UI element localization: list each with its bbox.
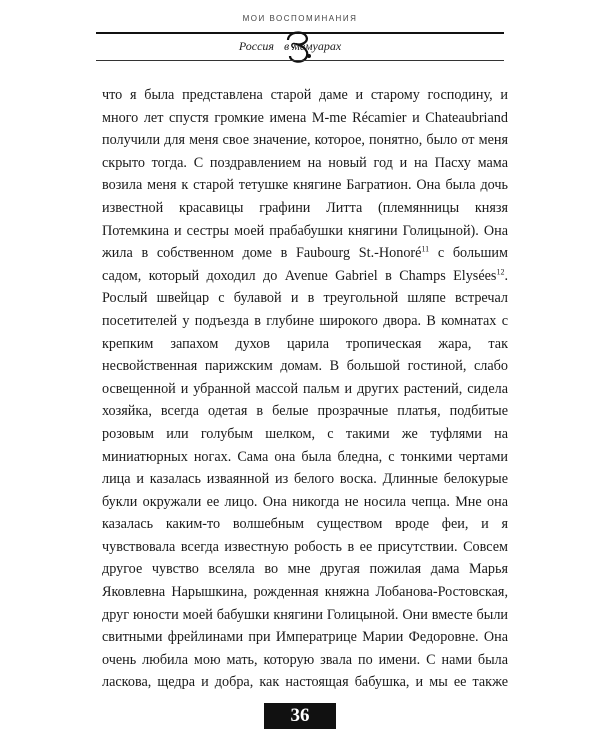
running-header: [96, 6, 504, 76]
footnote-ref-12: 12: [496, 267, 505, 277]
text-run: с большим садом, который доходил до Avenue Gabriel в Champs Elysées: [102, 245, 508, 284]
series-name-right: в мемуарах: [284, 39, 342, 53]
header-rule-bottom: [96, 60, 504, 61]
page-number: 36: [264, 703, 336, 729]
text-run: что я была представлена старой даме и старому господину, и много лет спустя громкие имена M-me Récamier и Chateaubriand получили для меня свое значение, которое, понятно, было от меня скрыто тогда. С поздравлением на новый год и на Пасху мама возила меня к старой тетушке княгине Багратион. Она была дочь известной красавицы графини Литта (племянницы князя Потемкина и сестры моей прабабушки княгини Голицыной). Она жила в собственном доме в Faubourg St.-Honoré: [102, 87, 508, 262]
series-title: МОИ ВОСПОМИНАНИЯ: [242, 14, 358, 23]
paragraph-1: [102, 84, 508, 694]
page-body: [102, 84, 508, 694]
footnote-ref-11: 11: [421, 244, 430, 254]
text-run: . Рослый швейцар с булавой и в треугольной шляпе встречал посетителей у подъезда в глубине широкого двора. В комнатах с крепким запахом духов царила тропическая жара, так несвойственная парижским домам. В большой гостиной, слабо освещенной и убранной массой пальм и других растений, сидела хозяйка, всегда одетая в белые прозрачные платья, подбитые розовым или голубым шелком, с такими же туфлями на миниатюрных ногах. Сама она была бледна, с тонкими чертами лица и казалась изваянной из белого воска. Длинные белокурые букли окружали ее лицо. Она никогда не носила чепца. Мне она казалась каким-то волшебным существом вроде феи, и я чувствовала всегда известную робость в ее присутствии. Совсем другое чувство вселяла во мне другая пожилая дама Марья Яковлевна Нарышкина, рожденная княжна Лобанова-Ростовская, друг юности моей бабушки княгини Голицыной. Они вместе были свитными фрейлинами при Императрице Марии Федоровне. Она очень любила мою мать, которую звала по имени. С нами была ласкова, щедра и добра, как настоящая бабушка, и мы ее также: [102, 267, 508, 691]
series-name-left: Россия: [238, 39, 274, 53]
